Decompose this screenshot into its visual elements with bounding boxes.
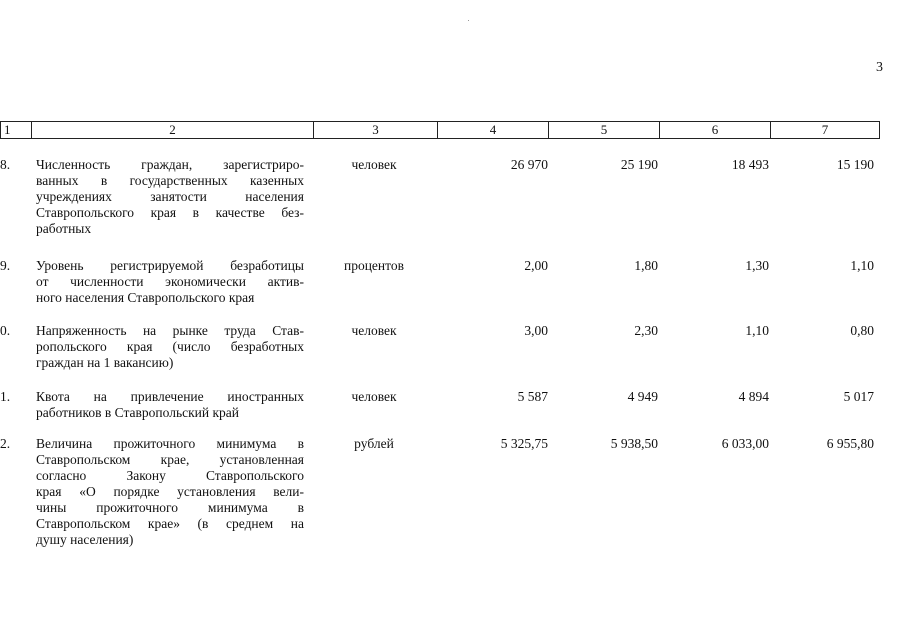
page-number: 3	[876, 60, 883, 75]
row-value-col4: 5 587	[517, 389, 548, 404]
desc-line: ропольского края (число безработных	[36, 339, 304, 354]
row-unit: процентов	[343, 258, 404, 273]
desc-line: учреждениях занятости населения	[36, 189, 304, 204]
row-value-col5: 4 949	[627, 389, 658, 404]
desc-line: работников в Ставропольский край	[36, 405, 240, 420]
header-col-6: 6	[660, 122, 771, 138]
row-unit: рублей	[354, 436, 394, 451]
row-value-col4: 3,00	[524, 323, 548, 338]
row-value-col6: 18 493	[731, 157, 769, 172]
desc-line: Ставропольском крае, установленная	[36, 452, 304, 467]
row-number: 0.	[0, 323, 11, 338]
desc-line: согласно Закону Ставропольского	[36, 468, 304, 483]
table-header	[0, 121, 880, 139]
row-number: 8.	[0, 157, 11, 172]
row-value-col7: 0,80	[850, 323, 874, 338]
desc-line: Численность граждан, зарегистриро-	[36, 157, 304, 172]
desc-line: края «О порядке установления вели-	[36, 484, 304, 499]
row-description	[36, 323, 304, 371]
desc-line: Величина прожиточного минимума в	[36, 436, 304, 451]
desc-line: Квота на привлечение иностранных	[36, 389, 304, 404]
desc-line: ного населения Ставропольского края	[36, 290, 255, 305]
row-number: 2.	[0, 436, 11, 451]
desc-line: ванных в государственных казенных	[36, 173, 304, 188]
desc-line: Уровень регистрируемой безработицы	[36, 258, 304, 273]
header-col-1: 1	[1, 122, 32, 138]
header-col-3: 3	[314, 122, 438, 138]
row-value-col4: 5 325,75	[500, 436, 548, 451]
desc-line: чины прожиточного минимума в	[36, 500, 304, 515]
desc-line: граждан на 1 вакансию)	[36, 355, 174, 370]
row-value-col6: 1,30	[745, 258, 769, 273]
row-value-col7: 6 955,80	[826, 436, 874, 451]
row-number: 1.	[0, 389, 11, 404]
row-value-col4: 26 970	[510, 157, 548, 172]
desc-line: душу населения)	[36, 532, 134, 547]
desc-line: от численности экономически актив-	[36, 274, 304, 289]
row-value-col6: 1,10	[745, 323, 769, 338]
desc-line: Ставропольском крае» (в среднем на	[36, 516, 304, 531]
row-description	[36, 258, 304, 306]
header-col-7: 7	[821, 122, 829, 137]
row-description	[36, 436, 304, 548]
row-value-col7: 5 017	[843, 389, 874, 404]
row-value-col5: 5 938,50	[610, 436, 658, 451]
desc-line: Напряженность на рынке труда Став-	[36, 323, 304, 338]
desc-line: Ставропольского края в качестве без-	[36, 205, 304, 220]
row-description	[36, 389, 304, 421]
desc-line: работных	[36, 221, 92, 236]
row-value-col7: 1,10	[850, 258, 874, 273]
row-value-col5: 1,80	[634, 258, 658, 273]
row-value-col6: 4 894	[738, 389, 769, 404]
row-value-col7: 15 190	[836, 157, 874, 172]
header-col-4: 4	[438, 122, 549, 138]
row-value-col4: 2,00	[524, 258, 548, 273]
header-col-5: 5	[549, 122, 660, 138]
header-col-2: 2	[32, 122, 314, 138]
row-value-col5: 2,30	[634, 323, 658, 338]
row-number: 9.	[0, 258, 11, 273]
row-unit: человек	[351, 323, 397, 338]
row-description	[36, 157, 304, 237]
row-unit: человек	[351, 389, 397, 404]
scan-speck	[468, 20, 469, 21]
row-value-col5: 25 190	[620, 157, 658, 172]
row-unit: человек	[351, 157, 397, 172]
row-value-col6: 6 033,00	[721, 436, 769, 451]
